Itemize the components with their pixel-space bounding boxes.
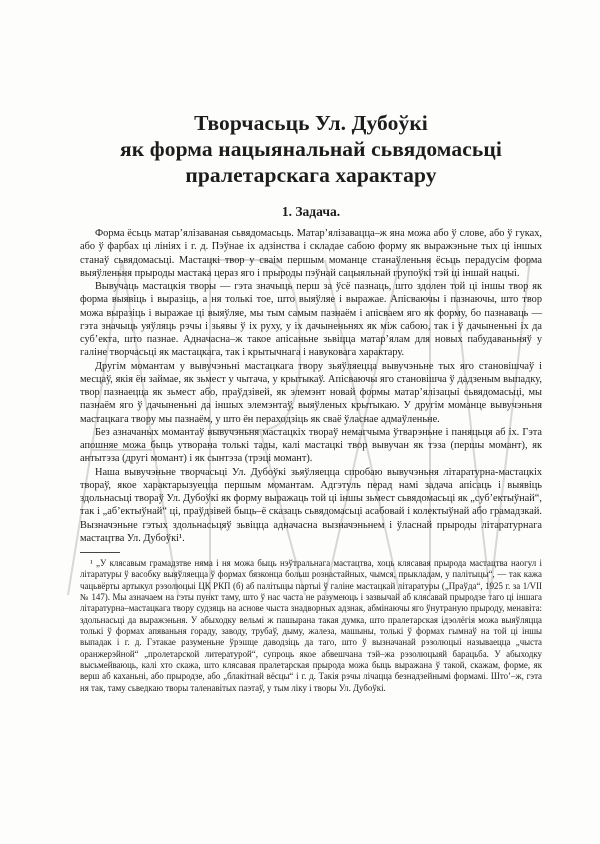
page-content	[80, 110, 542, 694]
paragraph: Форма ёсьць матар’ялізаваная сьвядомасьць. Матар’ялізавацца–ж яна можа або ў слове, або ў гуках, або ў фарбах ці лініях і г. д. Пэўнае іх адзінства і складае сабою форму як выражэньне тых ці іншых станаў сьвядомасьці. Мастацкі твор у сваім першым моманце станаўленьня ёсьць перадусім форма выяўленьня прыроды мастака цераз яго і прыроды пэўнай сацыяльнай групоўкі тэй ці іншай нацыі.	[80, 228, 542, 279]
paragraph: Наша вывучэньне творчасьці Ул. Дубоўкі зьяўляецца спробаю вывучэньня літаратурна-мастацкіх твораў, якое характарызуецца першым момантам. Адгэтуль перад намі задача апісаць і выявіць здольнасьці твораў Ул. Дубоўкі як форму выражаць той ці іншы зьмест сьвядомасьці як „суб’ектыўнай“, так і „аб’ектыўнай“ ці, праўдзівей быць–ё сказаць сьвядомасьці асабовай і колектыўнай або грамадзкай. Вызначэньне гэтых здольнасьцяў зьвіцца адначасна вызначэньнем і ўласнай прыроды літаратурнага мастацтва Ул. Дубоўкі¹.	[80, 466, 542, 544]
body-text	[80, 227, 542, 545]
title-line: Творчасьць Ул. Дубоўкі	[194, 111, 428, 135]
paragraph: Другім момантам у вывучэньні мастацкага твору зьяўляецца вывучэньне тых яго становішчаў і месцаў, якія ён займае, як зьмест у чытача, у крытыкаў. Апісваючы яго становішча ў дадзеным выпадку, твор пазнаецца як зьмест або, праўдзівей, як элемэнт новай формы матар’ялізацыі сьвядомасьці, мы пазнаём яго ў дачыненьні да іншых элемэнтаў, выяўленых крытыкаю. У другім моманце вывучэньня мастацкага твору мы пазнаём, у што ён пераходзіць як сваё ўласнае адмаўленьне.	[80, 360, 542, 425]
page-title	[80, 110, 542, 188]
footnote-divider	[80, 552, 120, 553]
paragraph: Без азначаных момантаў вывучэньня мастацкіх твораў немагчыма ўтварэньне і паняцьця аб іх. Гэта апошняе можа быць утворана толькі тады, калі мастацкі твор вывучан як тэза (першы момант), як антытэза (другі момант) і як сынтэза (трэці момант).	[80, 426, 542, 465]
footnote-text: ¹ „У клясавым грамадзтве няма і ня можа быць нэўтральнага мастацтва, хоць клясавая прырода мастацтва наогул і літаратуры ў васобку выяўляецца ў формах бязконца больш рознастайных, чымся, прыкладам, у палітыцы“, — так кажа чацьвёрты артыкул рэзолюцыі ЦК РКП (б) аб палітыцы партыі ў галіне мастацкай літаратуры („Праўда“, 1925 г. за 1/VII № 147). Мы азначаем на гэты пункт таму, што ў нас часта не разумеюць і зазвычай аб клясавай прыродзе таго ці іншага літаратурна–мастацкага твору судзяць на аснове чыста знадворных адзнак, абмінаючы яго ўнутраную прыроду, менавіта: здольнасьці да выражэньня. У абыходку вельмі ж пашырана такая думка, што пралетарская ідэолёгія можа выяўляцца толькі ў формах апяваньня гораду, заводу, трубаў, дыму, жалеза, машыны, толькі ў формах гымнаў на той ці іншы выпадак і г. д. Гэтакае разуменьне ўрэшце даводзіць да таго, што ў вызначанай рэзолюцыі называецца „чыста оранжерэйной“ „пролетарской литературой“, супроць якое абвешчана тэй–жа рэзолюцыяй барацьба. У абыходку высьмейваюць, калі хто скажа, што клясавая пралетарская прырода можа быць выражана ў такой, скажам, форме, як верш аб каханьні, або прыродзе, або „блакітнай вёсцы“ і г. д. Такія рэчы лічацца безнадзейнымі формамі. Штоʼ–ж, гэта ня так, таму сьведкаю творы таленавітых паэтаў, у тым ліку і творы Ул. Дубоўкі.	[80, 558, 542, 693]
footnote	[80, 558, 542, 694]
title-line: пралетарскага характару	[185, 163, 437, 187]
paragraph: Вывучаць мастацкія творы — гэта значыць перш за ўсё пазнаць, што здолен той ці іншы твор як форма выявіць і выразіць, а ня толькі тое, што выяўляе і выражае. Апісваючы і пазнаючы, што твор можа выразіць і выражае ці выяўляе, мы тым самым пазнаём і апісваем яго як форму, бо пазнаваць — гэта значыць уяўляць рэчы і зьявы ў іх руху, у іх дачыненьнях як між сабою, так і ў дачыненьні іх да суб’екта, што пазнае. Адначасна–ж такое апісаньне зьвіцца матар’ялам для новых пабудаваньняў у галіне творчасьці як мастацкага, так і крытычнага і навуковага характару.	[80, 281, 542, 359]
section-heading: 1. Задача.	[281, 204, 341, 219]
title-line: як форма нацыянальнай сьвядомасьці	[120, 137, 502, 161]
